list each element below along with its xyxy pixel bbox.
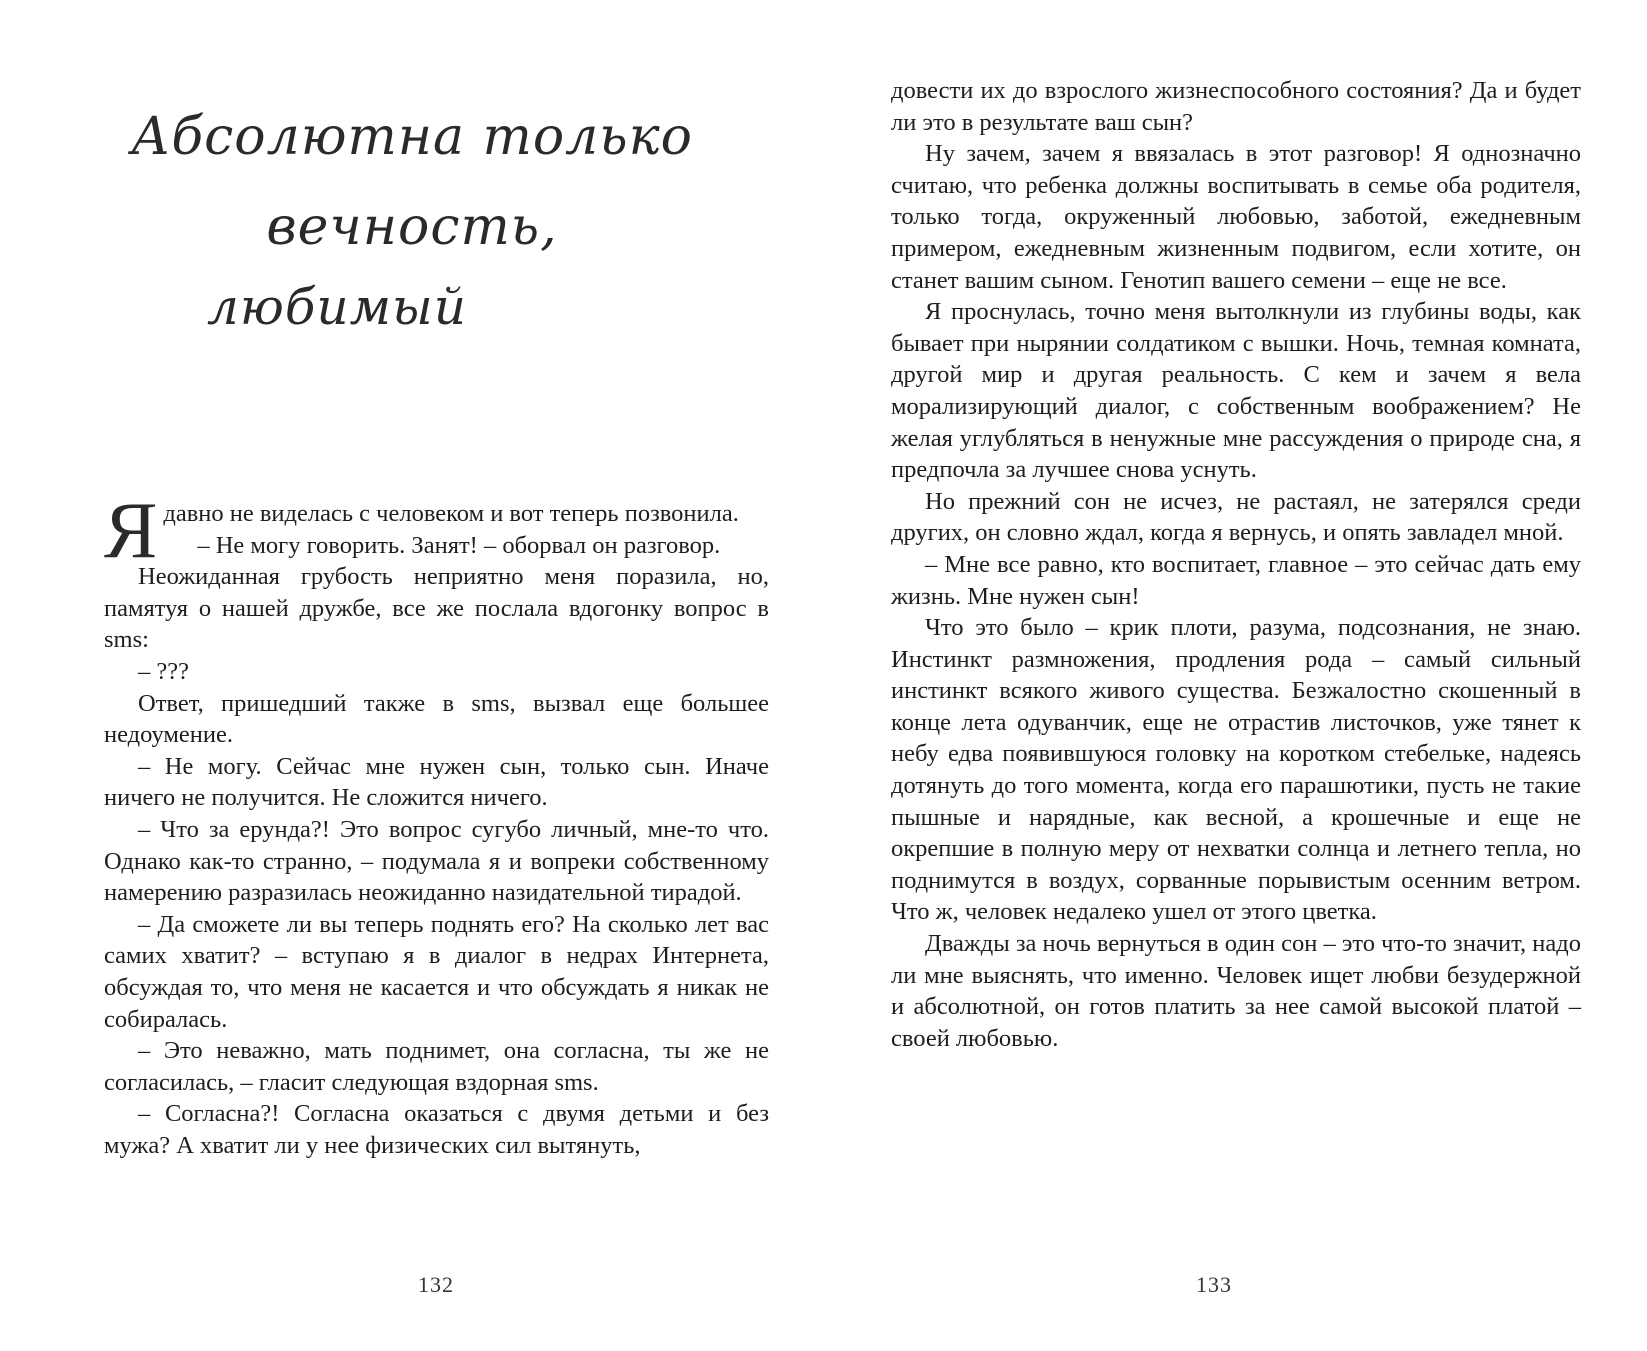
page-number: 133	[1196, 1272, 1232, 1297]
paragraph: Неожиданная грубость неприятно меня поразила, но, памятуя о нашей дружбе, все же послала вдогонку вопрос в sms:	[104, 563, 769, 654]
paragraph: – Не могу. Сейчас мне нужен сын, только сын. Иначе ничего не получится. Не сложится ничего.	[104, 752, 769, 812]
left-page-text	[104, 487, 769, 1161]
paragraph: довести их до взрослого жизнеспособного состояния? Да и будет ли это в результате ваш сын?	[891, 77, 1581, 136]
right-page-text	[891, 75, 1581, 1054]
paragraph: Ну зачем, зачем я ввязалась в этот разговор! Я однозначно считаю, что ребенка должны воспитывать в семье оба родителя, только тогда, окруженный любовью, заботой, ежедневным примером, ежедневным жизненным подвигом, если хотите, он станет вашим сыном. Генотип вашего семени – еще не все.	[891, 140, 1581, 294]
chapter-title	[92, 92, 732, 342]
paragraph: Дважды за ночь вернуться в один сон – это что-то значит, надо ли мне выяснять, что именно. Человек ищет любви безудержной и абсолютной, он готов платить за нее самой высокой платой – своей любовью.	[891, 930, 1581, 1052]
paragraph-text: давно не виделась с человеком и вот теперь позвонила.	[163, 500, 739, 527]
chapter-title-line-1: Абсолютна только вечность,	[131, 107, 693, 257]
paragraph: Что это было – крик плоти, разума, подсознания, не знаю. Инстинкт размножения, продления рода – самый сильный инстинкт всякого живого существа. Безжалостно скошенный в конце лета одуванчик, еще не отрастив листочков, уже тянет к небу едва появившуюся головку на коротком стебельке, надеясь дотянуть до того момента, когда его парашютики, пусть не такие пышные и нарядные, как весной, а крошечные и еще не окрепшие в полную меру от нехватки солнца и летнего тепла, но поднимутся в воздух, сорванные порывистым осенним ветром. Что ж, человек недалеко ушел от этого цветка.	[891, 614, 1581, 926]
chapter-title-line-2: любимый	[207, 278, 467, 336]
paragraph: Но прежний сон не исчез, не растаял, не затерялся среди других, он словно ждал, когда я вернусь, и опять завладел мной.	[891, 487, 1581, 547]
paragraph: – Не могу говорить. Занят! – оборвал он разговор.	[197, 531, 721, 559]
paragraph: Ответ, пришедший также в sms, вызвал еще большее недоумение.	[104, 689, 769, 749]
paragraph: – Мне все равно, кто воспитает, главное – это сейчас дать ему жизнь. Мне нужен сын!	[891, 550, 1581, 610]
paragraph: – Согласна?! Согласна оказаться с двумя детьми и без мужа? А хватит ли у нее физических сил вытянуть,	[104, 1100, 769, 1159]
paragraph: – Да сможете ли вы теперь поднять его? На сколько лет вас самих хватит? – вступаю я в диалог в недрах Интернета, обсуждая то, что меня не касается и что обсуждать я никак не собиралась.	[104, 910, 769, 1033]
paragraph: – Это неважно, мать поднимет, она согласна, ты же не согласилась, – гласит следующая вздорная sms.	[104, 1037, 769, 1096]
right-page	[823, 0, 1647, 1351]
drop-cap: Я	[104, 487, 158, 575]
page-number: 132	[418, 1272, 454, 1297]
left-page	[0, 0, 823, 1351]
paragraph: – Что за ерунда?! Это вопрос сугубо личный, мне-то что. Однако как-то странно, – подумала я и вопреки собственному намерению разразилась неожиданно назидательной тирадой.	[104, 815, 769, 907]
paragraph: – ???	[138, 657, 189, 685]
paragraph: Я проснулась, точно меня вытолкнули из глубины воды, как бывает при нырянии солдатиком с вышки. Ночь, темная комната, другой мир и другая реальность. С кем и зачем я вела морализирующий диалог, с собственным воображением? Не желая углубляться в ненужные мне рассуждения о природе сна, я предпочла за лучшее снова уснуть.	[891, 298, 1581, 484]
